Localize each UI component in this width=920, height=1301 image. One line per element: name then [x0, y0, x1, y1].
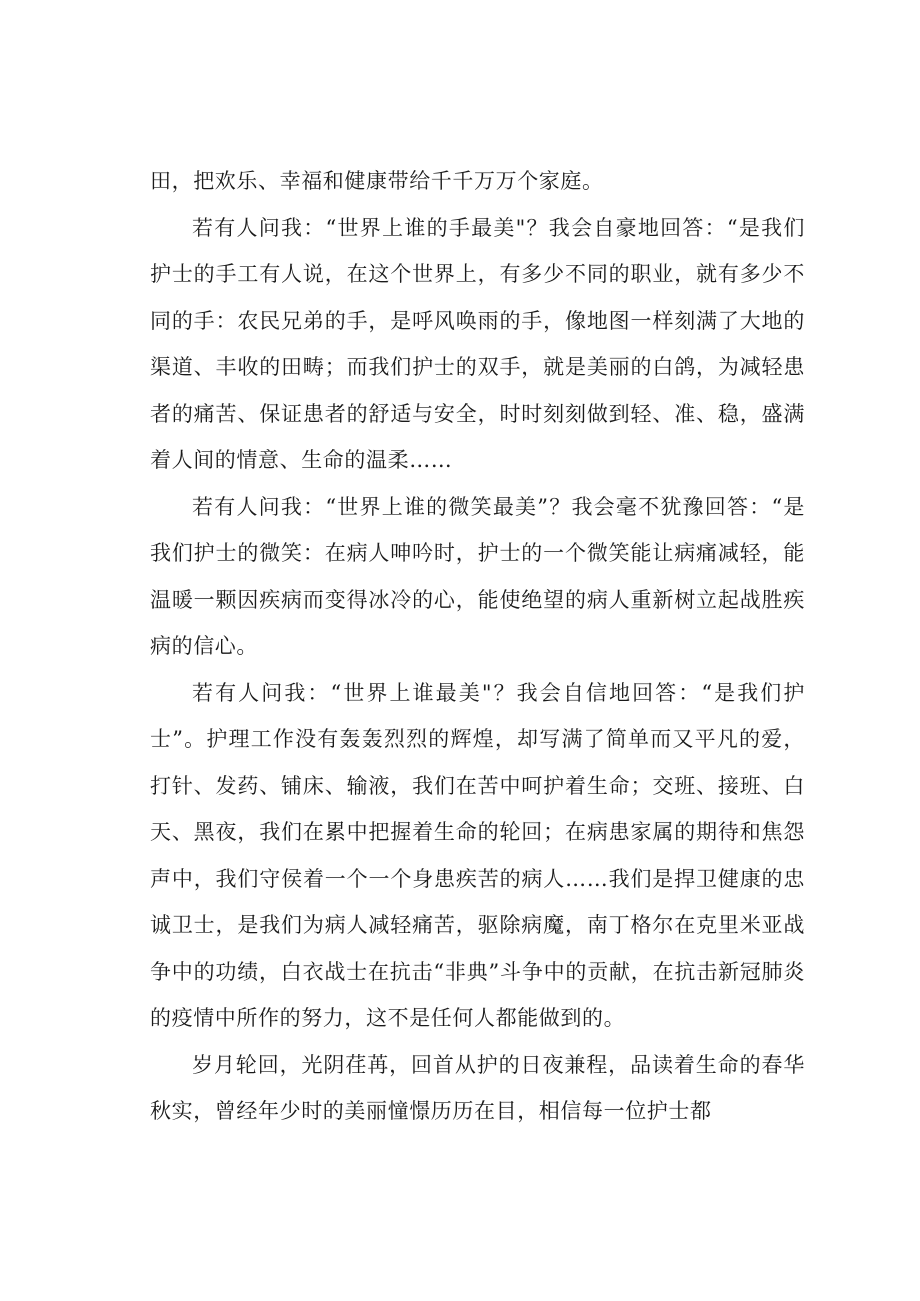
paragraph-years-pass: 岁月轮回，光阴荏苒，回首从护的日夜兼程，品读着生命的春华秋实，曾经年少时的美丽憧憬历历在目，相信每一位护士都	[150, 1052, 805, 1123]
paragraph-most-beautiful: 若有人问我：“世界上谁最美"？我会自信地回答：“是我们护士”。护理工作没有轰轰烈烈的辉煌，却写满了简单而又平凡的爱，打针、发药、铺床、输液，我们在苦中呵护着生命；交班、接班、白天、黑夜，我们在累中把握着生命的轮回；在病患家属的期待和焦怨声中，我们守侯着一个一个身患疾苦的病人……我们是捍卫健康的忠诚卫士，是我们为病人减轻痛苦，驱除病魔，南丁格尔在克里米亚战争中的功绩，白衣战士在抗击“非典”斗争中的贡献，在抗击新冠肺炎的疫情中所作的努力，这不是任何人都能做到的。	[150, 680, 805, 1030]
paragraph-beautiful-hands: 若有人问我：“世界上谁的手最美"？我会自豪地回答：“是我们护士的手工有人说，在这个世界上，有多少不同的职业，就有多少不同的手：农民兄弟的手，是呼风唤雨的手，像地图一样刻满了大地的渠道、丰收的田畴；而我们护士的双手，就是美丽的白鸽，为减轻患者的痛苦、保证患者的舒适与安全，时时刻刻做到轻、准、稳，盛满着人间的情意、生命的温柔……	[150, 215, 805, 472]
paragraph-continued: 田，把欢乐、幸福和健康带给千千万万个家庭。	[150, 169, 604, 193]
paragraph-beautiful-smile: 若有人问我：“世界上谁的微笑最美”？我会毫不犹豫回答：“是我们护士的微笑：在病人呻吟时，护士的一个微笑能让病痛减轻，能温暖一颗因疾病而变得冰冷的心，能使绝望的病人重新树立起战胜疾病的信心。	[150, 494, 805, 658]
document-page	[150, 158, 805, 1135]
